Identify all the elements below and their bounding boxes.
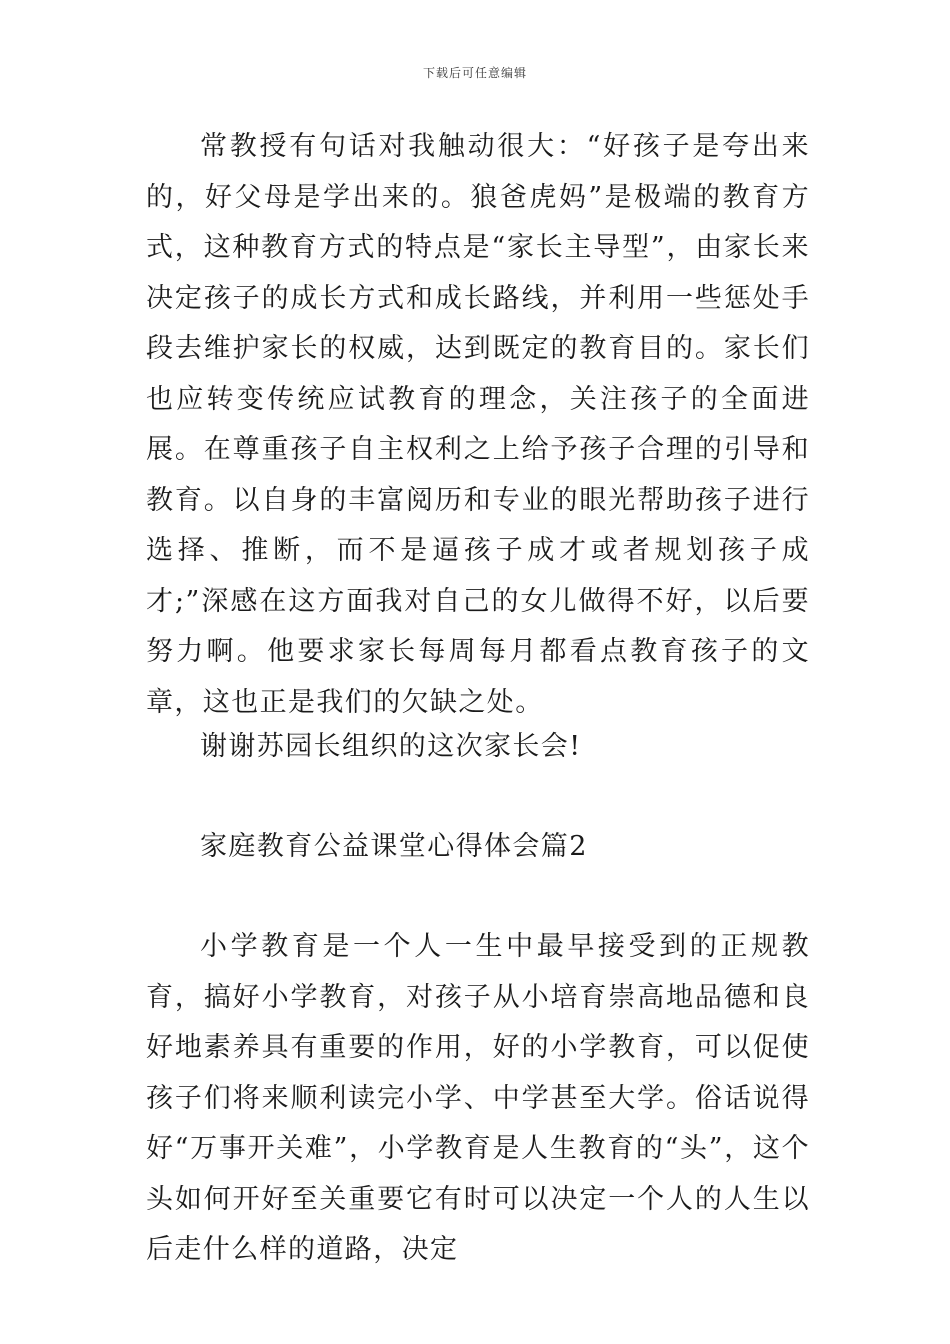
paragraph-1: 常教授有句话对我触动很大：“好孩子是夸出来的，好父母是学出来的。狼爸虎妈”是极端的教育方式，这种教育方式的特点是“家长主导型”，由家长来决定孩子的成长方式和成长路线，并利用一些惩处手段去维护家长的权威，达到既定的教育目的。家长们也应转变传统应试教育的理念，关注孩子的全面进展。在尊重孩子自主权利之上给予孩子合理的引导和教育。以自身的丰富阅历和专业的眼光帮助孩子进行选择、推断，而不是逼孩子成才或者规划孩子成才;”深感在这方面我对自己的女儿做得不好，以后要努力啊。他要求家长每周每月都看点教育孩子的文章，这也正是我们的欠缺之处。 (146, 131, 810, 718)
paragraph-3: 小学教育是一个人一生中最早接受到的正规教育，搞好小学教育，对孩子从小培育崇高地品德和良好地素养具有重要的作用，好的小学教育，可以促使孩子们将来顺利读完小学、中学甚至大学。俗话说得好“万事开关难”，小学教育是人生教育的“头”，这个头如何开好至关重要它有时可以决定一个人的人生以后走什么样的道路，决定 (146, 931, 810, 1265)
section-heading: 家庭教育公益课堂心得体会篇2 (200, 831, 588, 862)
page-header-note: 下载后可任意编辑 (422, 66, 527, 80)
paragraph-thanks: 谢谢苏园长组织的这次家长会! (200, 731, 582, 762)
